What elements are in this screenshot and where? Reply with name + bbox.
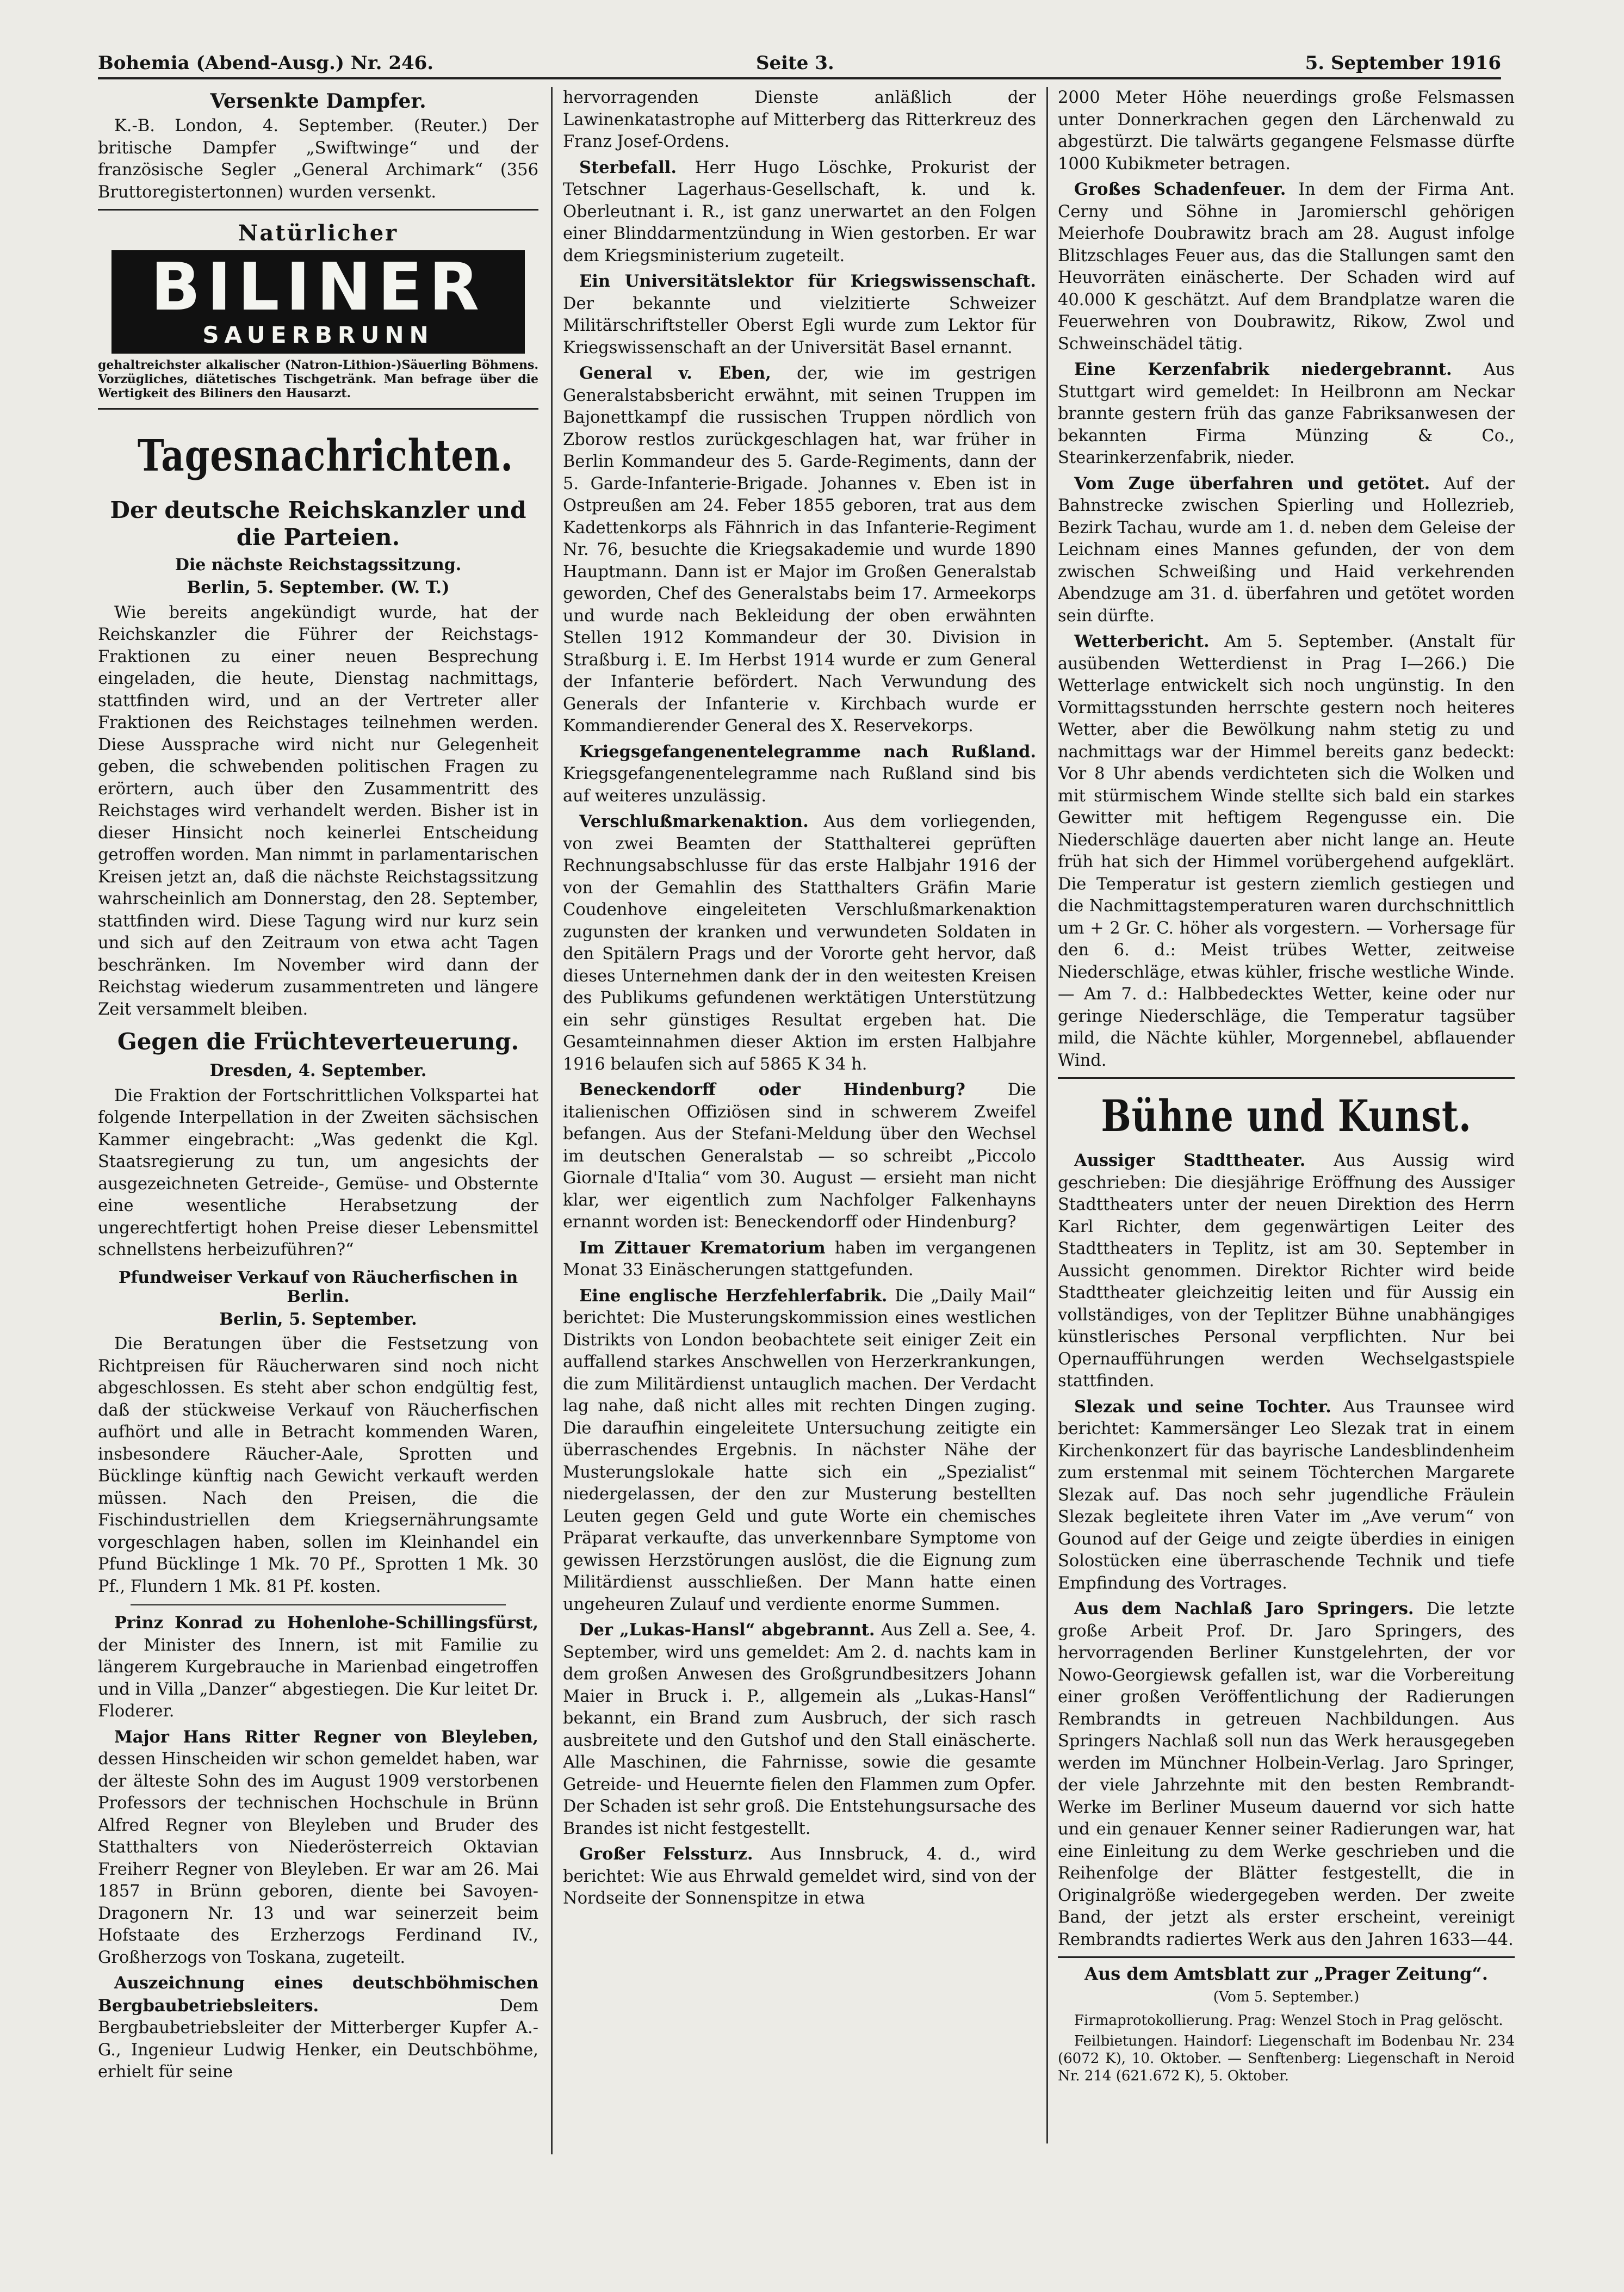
divider — [131, 1604, 506, 1605]
divider — [98, 408, 538, 410]
article-lead: Auszeichnung eines deutschböhmischen Bergbaubetriebsleiters. — [98, 1973, 538, 2016]
article-text: dessen Hinscheiden wir schon gemeldet haben, war der älteste Sohn des im August 1909 verstorbenen Professors der technischen Hochschule in Brünn Alfred Regner von Bleyleben und Bruder des Statthalters von Niederösterreich Oktavian Freiherr Regner von Bleyleben. Er war am 26. Mai 1857 in Brünn geboren, diente bei Savoyen-Dragonern Nr. 13 und war seinerzeit beim Hofstaate des Erzherzogs Ferdinand IV., Großherzogs von Toskana, zugeteilt. — [98, 1750, 538, 1967]
advertisement-biliner — [98, 220, 538, 400]
article-lead: Kriegsgefangenentelegramme nach Rußland. — [579, 742, 1036, 762]
ad-small-text: gehaltreichster alkalischer (Natron-Lithion-)Säuerling Böhmens. Vorzügliches, diätetisches Tischgetränk. Man befrage über die Wertigkeit des Biliners den Hausarzt. — [98, 358, 538, 400]
notice-item: Feilbietungen. Haindorf: Liegenschaft im Bodenbau Nr. 234 (6072 K), 10. Oktober. — Senftenberg: Liegenschaft in Neroid Nr. 214 (621.672 K), 5. Oktober. — [1058, 2032, 1515, 2084]
article-title: Gegen die Früchteverteuerung. — [117, 1028, 519, 1055]
column-divider — [1046, 87, 1048, 2143]
article-text: Die Beratungen über die Festsetzung von Richtpreisen für Räucherwaren sind noch nicht abgeschlossen. Es steht aber schon endgültig fest, daß der stückweise Verkauf von Räucherfischen aufhört und alle in Betracht kommenden Waren, insbesondere Räucher-Aale, Sprotten und Bücklinge künftig nach Gewicht verkauft werden müssen. Nach den Preisen, die die Fischindustriellen dem Kriegsernährungsamte vorgeschlagen haben, sollen im Kleinhandel ein Pfund Bücklinge 1 Mk. 70 Pf., Sprotten 1 Mk. 30 Pf., Flundern 1 Mk. 81 Pf. kosten. — [98, 1335, 538, 1596]
article-text: Die Fraktion der Fortschrittlichen Volkspartei hat folgende Interpellation in der Zweiten sächsischen Kammer eingebracht: „Was gedenkt die Kgl. Staatsregierung zu tun, um angesichts der ausgezeichneten Getreide-, Gemüse- und Obsternte eine wesentliche Herabsetzung der ungerechtfertigt hohen Preise dieser Lebensmittel schnellstens herbeizuführen?“ — [98, 1086, 538, 1259]
column-2 — [563, 87, 1036, 2143]
article-title: Versenkte Dampfer. — [210, 90, 426, 113]
article-text: hervorragenden Dienste anläßlich der Lawinenkatastrophe auf Mitterberg das Ritterkreuz des Franz Josef-Ordens. — [563, 88, 1036, 151]
article-text: Aus Traunsee wird berichtet: Kammersänger Leo Slezak trat in einem Kirchenkonzert für das bayrische Landesblindenheim zum erstenmal mit seinem Töchterchen Margarete Slezak auf. Das noch sehr jugendliche Fräulein Slezak begleitete ihren Vater im „Ave verum“ von Gounod auf der Geige und zeigte überdies in einigen Solostücken eine überraschende Technik und tiefe Empfindung des Vortrages. — [1058, 1397, 1515, 1593]
article-lead: Beneckendorff oder Hindenburg? — [579, 1080, 965, 1099]
article-lead: Aus dem Nachlaß Jaro Springers. — [1074, 1599, 1414, 1618]
article-text: 2000 Meter Höhe neuerdings große Felsmassen unter Donnerkrachen gegen den Lärchenwald zu abgestürzt. Die talwärts gegangene Felsmasse dürfte 1000 Kubikmeter betragen. — [1058, 88, 1515, 174]
article-lead: Aussiger Stadttheater. — [1074, 1151, 1306, 1170]
article-subtitle: Die nächste Reichstagssitzung. — [175, 555, 462, 574]
article-text: der Minister des Innern, ist mit Familie zu längerem Kurgebrauche in Marienbad eingetroffen und in Villa „Danzer“ abgestiegen. Die Kur leitet Dr. Floderer. — [98, 1635, 538, 1721]
article-text: Die „Daily Mail“ berichtet: Die Musterungskommission eines westlichen Distrikts von London beobachtete seit einiger Zeit ein auffallend starkes Anschwellen von Herzerkrankungen, die zum Militärdienst untauglich machen. Der Verdacht lag nahe, daß nicht alles mit rechten Dingen zuging. Die daraufhin eingeleitete Untersuchung zeitigte ein überraschendes Ergebnis. In nächster Nähe der Musterungslokale hatte sich ein „Spezialist“ niedergelassen, der den zur Musterung bestellten Leuten gegen Geld und gute Worte ein chemisches Präparat verkaufte, das unverkennbare Symptome von gewissen Herzstörungen auslöst, die die Eignung zum Militärdienst ausschließen. Der Mann hatte einen ungeheuren Zulauf und verdiente enorme Summen. — [563, 1286, 1036, 1614]
divider — [1058, 1956, 1515, 1958]
header-date: 5. September 1916 — [1305, 52, 1501, 74]
page-header — [98, 52, 1501, 79]
article-text: Aus Zell a. See, 4. September, wird uns gemeldet: Am 2. d. nachts kam in dem großen Anwesen des Großgrundbesitzers Johann Maier in Bruck i. P., allgemein als „Lukas-Hansl“ bekannt, ein Brand zum Ausbruch, der sich rasch ausbreitete und den Gutshof und den Stall einäscherte. Alle Maschinen, die Fahrnisse, sowie die gesamte Getreide- und Heuernte fielen den Flammen zum Opfer. Der Schaden ist sehr groß. Die Entstehungsursache des Brandes ist nicht festgestellt. — [563, 1621, 1036, 1838]
article-text: Herr Hugo Löschke, Prokurist der Tetschner Lagerhaus-Gesellschaft, k. und k. Oberleutnant i. R., ist ganz unerwartet an den Folgen einer Blinddarmentzündung in Wien gestorben. Er war dem Kriegsministerium zugeteilt. — [563, 158, 1036, 265]
article-lead: Großes Schadenfeuer. — [1074, 180, 1286, 199]
article-text: Aus Innsbruck, 4. d., wird berichtet: Wie aus Ehrwald gemeldet wird, sind von der Nordseite der Sonnenspitze in etwa — [563, 1845, 1036, 1908]
article-text: der, wie im gestrigen Generalstabsbericht erwähnt, mit seinen Truppen im Bajonettkampf die russischen Truppen nördlich von Zborow restlos zurückgeschlagen hat, war früher in Berlin Kommandeur des 5. Garde-Regiments, dann der 5. Garde-Infanterie-Brigade. Johannes v. Eben ist in Ostpreußen am 24. Feber 1855 geboren, trat aus dem Kadettenkorps als Fähnrich in das Infanterie-Regiment Nr. 76, besuchte die Kriegsakademie und wurde 1890 Hauptmann. Dann ist er Major im Großen Generalstab geworden, Chef des Generalstabs beim 17. Armeekorps und wurde nach Bekleidung der oben erwähnten Stellen 1912 Kommandeur der 30. Division in Straßburg i. E. Im Herbst 1914 wurde er zum General der Infanterie befördert. Nach Verwundung des Generals der Infanterie v. Kirchbach wurde er Kommandierender General des X. Reservekorps. — [563, 364, 1036, 736]
article-text: Dem Bergbaubetriebsleiter der Mitterberger Kupfer A.-G., Ingenieur Ludwig Henker, ein Deutschböhme, erhielt für seine — [98, 1996, 538, 2081]
ad-brand: BILINER — [150, 250, 486, 325]
article-lead: General v. Eben, — [579, 363, 771, 383]
article-lead: Major Hans Ritter Regner von Bleyleben, — [114, 1727, 538, 1747]
notice-item: Firmaprotokollierung. Prag: Wenzel Stoch in Prag gelöscht. — [1074, 2012, 1503, 2029]
article-lead: Großer Felssturz. — [579, 1844, 753, 1864]
article-title: Der deutsche Reichskanzler und die Parteien. — [110, 497, 526, 551]
article-title: Pfundweiser Verkauf von Räucherfischen in Berlin. — [118, 1268, 518, 1306]
header-issue: Bohemia (Abend-Ausg.) Nr. 246. — [98, 52, 434, 74]
article-text: Aus Aussig wird geschrieben: Die diesjährige Eröffnung des Aussiger Stadttheaters unter der neuen Direktion des Herrn Karl Richter, dem gegenwärtigen Leiter des Stadttheaters in Teplitz, ist am 30. September in Aussicht genommen. Direktor Richter wird beide Stadttheater gleichzeitig leiten und für Aussig ein vollständiges, von der Teplitzer Bühne unabhängiges künstlerisches Personal verpflichten. Nur bei Opernaufführungen werden Wechselgastspiele stattfinden. — [1058, 1151, 1515, 1391]
article-lead: Im Zittauer Krematorium — [579, 1238, 826, 1258]
article-lead: Ein Universitätslektor für Kriegswissenschaft. — [579, 271, 1036, 291]
column-divider — [551, 87, 553, 2154]
article-text: Kriegsgefangenentelegramme nach Rußland sind bis auf weiteres unzulässig. — [563, 764, 1036, 806]
article-lead: Slezak und seine Tochter. — [1074, 1397, 1331, 1417]
article-text: Die italienischen Offiziösen sind in schwerem Zweifel befangen. Aus der Stefani-Meldung über den Wechsel im deutschen Generalstab — so schreibt „Piccolo Giornale d'Italia“ vom 30. August — ersieht man nicht klar, wer eigentlich zum Nachfolger Falkenhayns ernannt worden ist: Beneckendorff oder Hindenburg? — [563, 1080, 1036, 1232]
article-text: Am 5. September. (Anstalt für ausübenden Wetterdienst in Prag I—266.) Die Wetterlage entwickelt sich noch ungünstig. In den Vormittagsstunden herrschte gestern noch heiteres Wetter, aber die Bewölkung nahm stetig zu und nachmittags war der Himmel bereits ganz bedeckt: Vor 8 Uhr abends verdichteten sich die Wolken und mit stürmischem Winde stellte sich bald ein starkes Gewitter mit heftigem Regengusse ein. Die Niederschläge dauerten aber nicht lange an. Heute früh hat sich der Himmel vorübergehend aufgeklärt. Die Temperatur ist gestern ziemlich gestiegen und die Nachmittagstemperaturen waren durchschnittlich um + 2 Gr. C. höher als vorgestern. — Vorhersage für den 6. d.: Meist trübes Wetter, zeitweise Niederschläge, etwas kühler, frische westliche Winde. — Am 7. d.: Halbbedecktes Wetter, keine oder nur geringe Niederschläge, die Temperatur tagsüber mild, die Nächte kühler, Morgennebel, abflauender Wind. — [1058, 632, 1515, 1070]
section-title: Bühne und Kunst. — [1101, 1090, 1472, 1141]
article-lead: Der „Lukas-Hansl“ abgebrannt. — [579, 1620, 875, 1640]
ad-brand-sub: SAUERBRUNN — [202, 322, 434, 348]
article-text: Auf der Bahnstrecke zwischen Spierling und Hollezrieb, Bezirk Tachau, wurde am 1. d. neben dem Geleise der Leichnam eines Mannes gefunden, der von dem zwischen Schweißing und Haid verkehrenden Abendzuge am 31. d. überfahren und getötet worden sein dürfte. — [1058, 474, 1515, 626]
divider — [1058, 1077, 1515, 1079]
article-lead: Verschlußmarkenaktion. — [579, 812, 809, 831]
ad-logo-box — [111, 250, 525, 354]
article-text: Wie bereits angekündigt wurde, hat der Reichskanzler die Führer der Reichstags-Fraktionen zu einer neuen Besprechung eingeladen, die heute, Dienstag nachmittags, stattfinden wird, und an der Vertreter aller Fraktionen des Reichstages teilnehmen werden. Diese Aussprache wird nicht nur Gelegenheit geben, die schwebenden politischen Fragen zu erörtern, auch über den Zusammentritt des Reichstages wird verhandelt werden. Bisher ist in dieser Hinsicht noch keinerlei Entscheidung getroffen worden. Man nimmt in parlamentarischen Kreisen jetzt an, daß die nächste Reichstagssitzung wahrscheinlich am Donnerstag, den 28. September, stattfinden wird. Diese Tagung wird nur kurz sein und sich auf den Zeitraum von etwa acht Tagen beschränken. Im November wird dann der Reichstag wiederum zusammentreten und längere Zeit versammelt bleiben. — [98, 603, 538, 1019]
article-lead: Prinz Konrad zu Hohenlohe-Schillingsfürst, — [114, 1613, 538, 1633]
column-3 — [1058, 87, 1515, 2154]
article-dateline: Berlin, 5. September. — [219, 1309, 417, 1329]
article-text: haben im vergangenen Monat 33 Einäscherungen stattgefunden. — [563, 1238, 1036, 1280]
article-dateline: Dresden, 4. September. — [209, 1061, 427, 1080]
article-lead: Eine Kerzenfabrik niedergebrannt. — [1074, 360, 1452, 379]
article-text: Aus dem vorliegenden, von zwei Beamten der Statthalterei geprüften Rechnungsabschlusse für das erste Halbjahr 1916 der von der Gemahlin des Statthalters Gräfin Marie Coudenhove eingeleiteten Verschlußmarkenaktion zugunsten der kranken und verwundeten Soldaten in den Spitälern Prags und der Vororte geht hervor, daß dieses Unternehmen dank der in den weitesten Kreisen des Publikums gefundenen werktätigen Unterstützung ein sehr günstiges Resultat ergeben hat. Die Gesamteinnahmen dieser Aktion im ersten Halbjahre 1916 belaufen sich auf 5865 K 34 h. — [563, 812, 1036, 1074]
article-dateline: Berlin, 5. September. (W. T.) — [187, 578, 450, 597]
divider — [98, 209, 538, 211]
article-text: Die letzte große Arbeit Prof. Dr. Jaro Springers, des hervorragenden Berliner Kunstgelehrten, der vor Nowo-Georgiewsk gefallen ist, war die Vorbereitung einer großen Veröffentlichung der Radierungen Rembrandts in getreuen Nachbildungen. Aus Springers Nachlaß soll nun das Werk herausgegeben werden im Münchner Holbein-Verlag. Jaro Springer, der viele Jahrzehnte mit den besten Rembrandt-Werke im Berliner Museum dauernd vor sich hatte und ein genauer Kenner seiner Radierungen war, hat eine Einleitung zu dem Werke geschrieben und die Reihenfolge der Blätter festgestellt, die in Originalgröße wiedergegeben werden. Der zweite Band, der jetzt als erster erscheint, vereinigt Rembrandts radiertes Werk aus den Jahren 1633—44. — [1058, 1599, 1515, 1949]
article-lead: Wetterbericht. — [1074, 632, 1210, 651]
article-text: In dem der Firma Ant. Cerny und Söhne in Jaromierschl gehörigen Meierhofe Doubrawitz brach am 28. August infolge Blitzschlages Feuer aus, das die Stallungen samt den Heuvorräten einäscherte. Der Schaden wird auf 40.000 K geschätzt. Auf dem Brandplatze waren die Feuerwehren von Doubrawitz, Rikow, Zwol und Schweinschädel tätig. — [1058, 180, 1515, 354]
article-text: Der bekannte und vielzitierte Schweizer Militärschriftsteller Oberst Egli wurde zum Lektor für Kriegswissenschaft an der Universität Basel ernannt. — [563, 294, 1036, 357]
ad-top-text: Natürlicher — [238, 220, 399, 246]
article-lead: Vom Zuge überfahren und getötet. — [1074, 473, 1430, 493]
header-page-number: Seite 3. — [756, 52, 834, 74]
article-text: Aus Stuttgart wird gemeldet: In Heilbronn am Neckar brannte gestern früh das ganze Fabriksanwesen der bekannten Firma Münzing & Co., Stearinkerzenfabrik, nieder. — [1058, 360, 1515, 467]
column-1 — [98, 87, 538, 2160]
article-text: K.-B. London, 4. September. (Reuter.) Der britische Dampfer „Swiftwinge“ und der französische Segler „General Archimark“ (356 Bruttoregistertonnen) wurden versenkt. — [98, 116, 538, 202]
notice-title: Aus dem Amtsblatt zur „Prager Zeitung“. — [1084, 1963, 1488, 1984]
section-title: Tagesnachrichten. — [137, 430, 513, 481]
article-lead: Sterbefall. — [579, 157, 677, 177]
article-lead: Eine englische Herzfehlerfabrik. — [579, 1286, 888, 1306]
notice-subtitle: (Vom 5. September.) — [1213, 1989, 1360, 2005]
